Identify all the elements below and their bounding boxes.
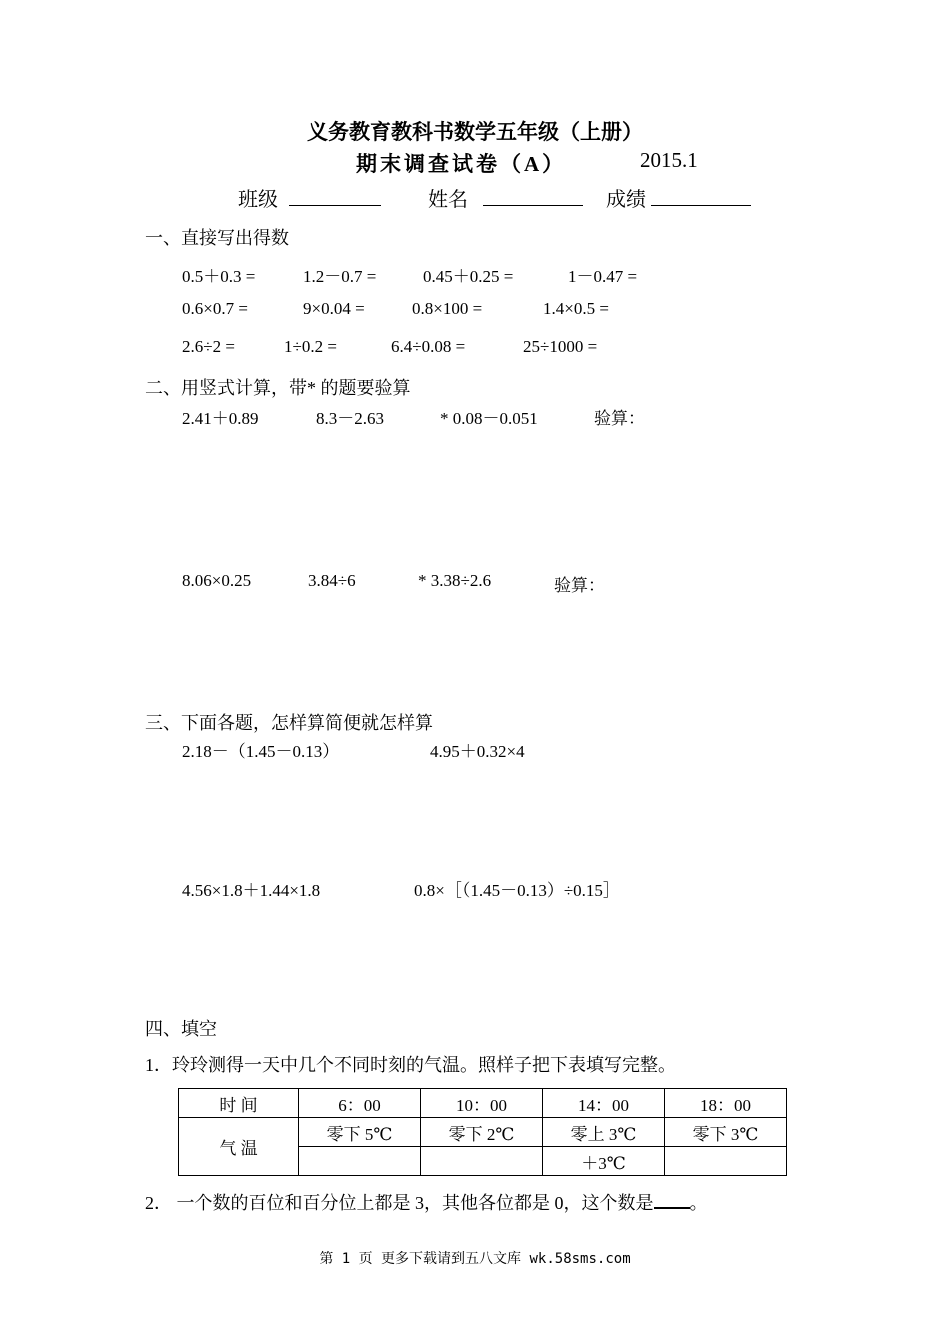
calc-item: 0.5＋0.3 =: [182, 267, 256, 286]
section2-heading: 二、用竖式计算，带* 的题要验算: [145, 378, 411, 398]
name-label: 姓名: [428, 189, 468, 211]
calc-item: 0.6×0.7 =: [182, 299, 248, 318]
vertical-calc-item: * 0.08－0.051: [440, 409, 538, 428]
exam-date: 2015.1: [640, 148, 698, 172]
question-2: [145, 1189, 708, 1215]
vertical-calc-item: 8.06×0.25: [182, 571, 252, 590]
temp-cell: 零上 3℃: [543, 1118, 665, 1147]
page-footer: 第 1 页 更多下载请到五八文库 wk.58sms.com: [319, 1251, 631, 1267]
check-label: 验算：: [554, 576, 605, 595]
calc-item: 0.8×100 =: [412, 299, 483, 318]
calc-item: 0.45＋0.25 =: [423, 267, 514, 286]
simplify-item: 2.18－（1.45－0.13）: [182, 742, 340, 761]
temperature-table: [178, 1088, 787, 1176]
calc-item: 1÷0.2 =: [284, 337, 337, 356]
signed-temp-cell[interactable]: [299, 1147, 421, 1176]
signed-temp-cell[interactable]: [665, 1147, 787, 1176]
simplify-item: 4.95＋0.32×4: [430, 742, 525, 761]
calc-item: 1－0.47 =: [568, 267, 638, 286]
vertical-calc-item: * 3.38÷2.6: [418, 571, 492, 590]
score-blank[interactable]: [651, 185, 751, 206]
vertical-calc-item: 3.84÷6: [308, 571, 356, 590]
class-field: [238, 183, 381, 212]
temp-cell: 零下 2℃: [421, 1118, 543, 1147]
calc-item: 2.6÷2 =: [182, 337, 235, 356]
class-blank[interactable]: [289, 185, 381, 206]
name-blank[interactable]: [483, 185, 583, 206]
score-field: [606, 183, 751, 212]
time-cell: 6：00: [299, 1089, 421, 1118]
simplify-item: 0.8×［（1.45－0.13）÷0.15］: [414, 881, 620, 900]
temp-cell: 零下 3℃: [665, 1118, 787, 1147]
question-2-end: 。: [689, 1193, 708, 1213]
calc-item: 6.4÷0.08 =: [391, 337, 466, 356]
score-label: 成绩: [606, 189, 646, 211]
name-field: [428, 183, 583, 212]
calc-item: 9×0.04 =: [303, 299, 365, 318]
time-cell: 18：00: [665, 1089, 787, 1118]
temp-cell: 零下 5℃: [299, 1118, 421, 1147]
question-1: 1．玲玲测得一天中几个不同时刻的气温。照样子把下表填写完整。: [145, 1055, 676, 1075]
question-2-text: 2． 一个数的百位和百分位上都是 3，其他各位都是 0，这个数是: [145, 1193, 654, 1213]
paper-title: 义务教育教科书数学五年级（上册）: [307, 120, 643, 144]
time-cell: 14：00: [543, 1089, 665, 1118]
paper-subtitle: 期末调查试卷（A）: [356, 152, 567, 176]
vertical-calc-item: 2.41＋0.89: [182, 409, 259, 428]
calc-item: 25÷1000 =: [523, 337, 598, 356]
calc-item: 1.2－0.7 =: [303, 267, 377, 286]
answer-blank[interactable]: [654, 1189, 690, 1209]
time-cell: 10：00: [421, 1089, 543, 1118]
signed-temp-cell: ＋3℃: [543, 1147, 665, 1176]
section4-heading: 四、填空: [145, 1019, 217, 1039]
check-label: 验算：: [594, 409, 645, 428]
simplify-item: 4.56×1.8＋1.44×1.8: [182, 881, 321, 900]
section3-heading: 三、下面各题，怎样算简便就怎样算: [145, 713, 433, 733]
time-header: 时 间: [179, 1089, 299, 1118]
temp-header: 气 温: [179, 1118, 299, 1176]
signed-temp-cell[interactable]: [421, 1147, 543, 1176]
class-label: 班级: [238, 189, 278, 211]
vertical-calc-item: 8.3－2.63: [316, 409, 384, 428]
section1-heading: 一、直接写出得数: [145, 228, 289, 248]
calc-item: 1.4×0.5 =: [543, 299, 609, 318]
